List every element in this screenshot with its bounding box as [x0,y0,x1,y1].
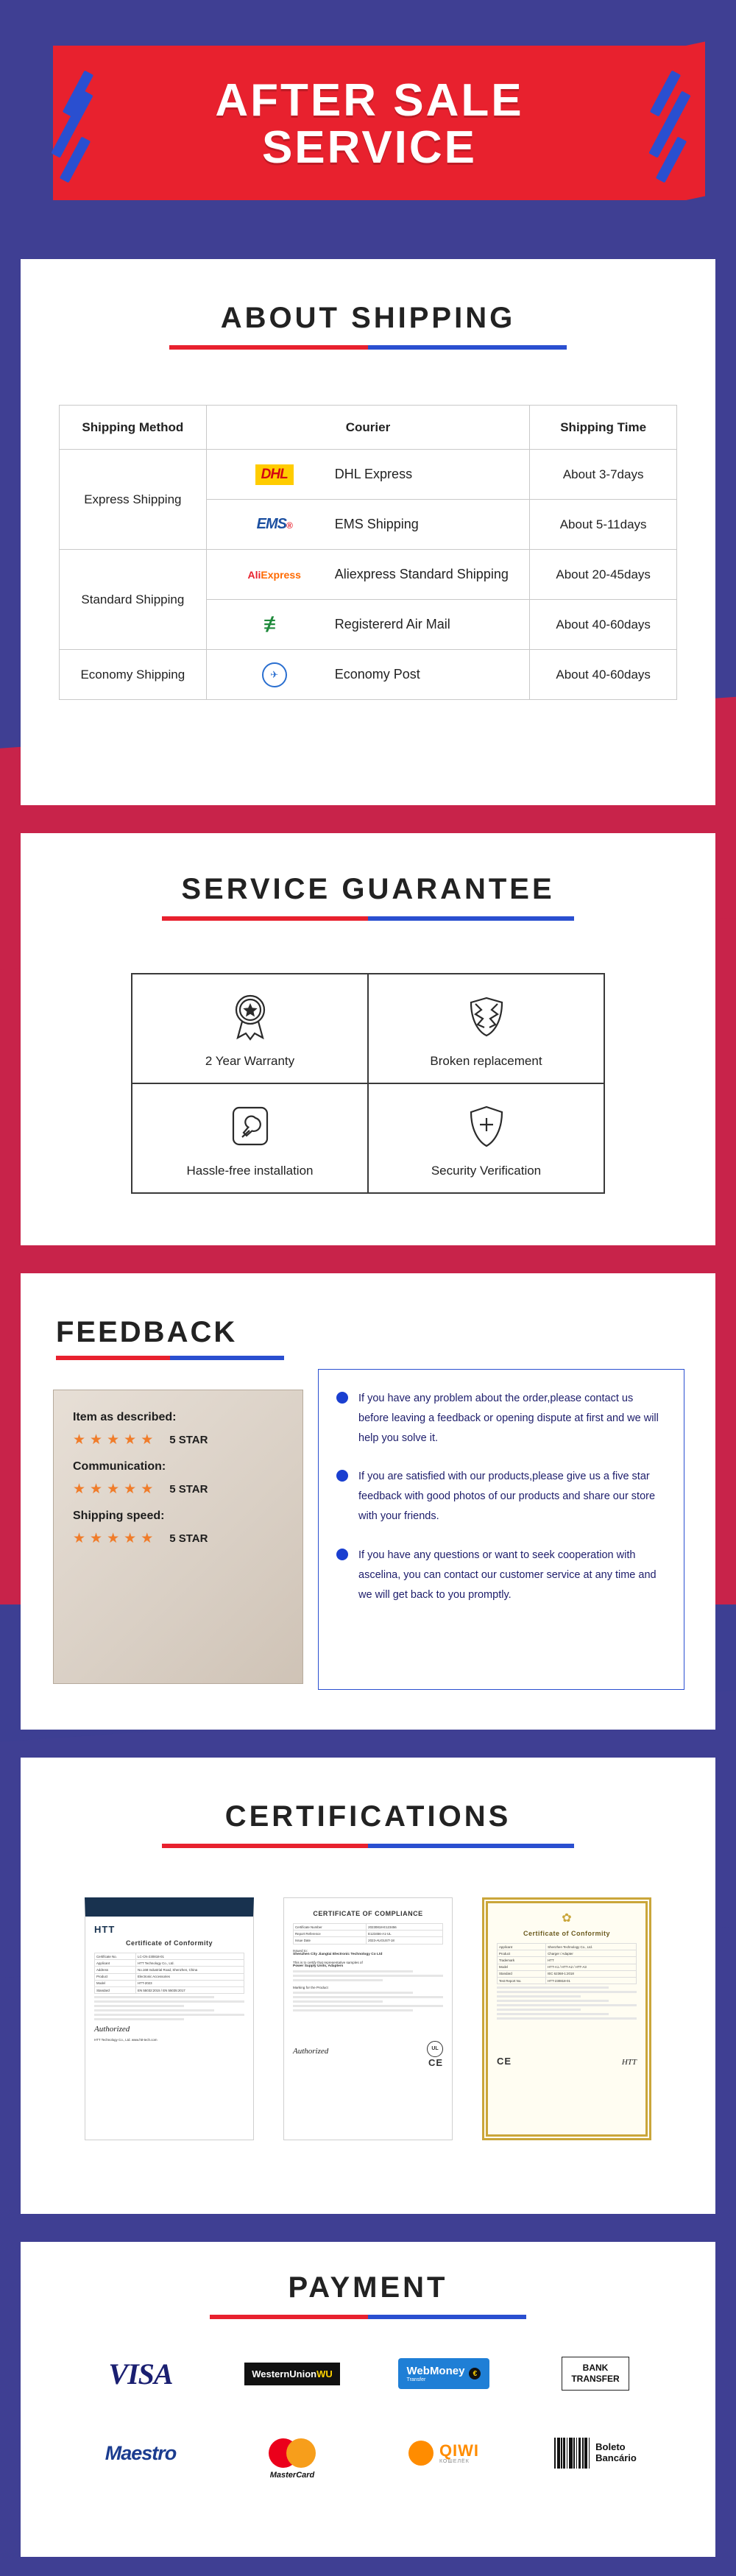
payment-method-bank-transfer [562,2351,629,2396]
boleto-bancario-logo-icon: Boleto Bancário [554,2438,637,2469]
ems-logo-icon: EMS® [256,516,292,532]
economy-post-logo-icon: ✈ [233,662,316,687]
list-item [336,1546,666,1604]
certificate-product-label: This is to certify that representative samples of [293,1960,363,1964]
certificate-product: Power Supply Units, Adapters [293,1964,344,1968]
service-item-label: 2 Year Warranty [205,1053,295,1068]
bullet-dot-icon [336,1549,348,1560]
shipping-section [21,259,715,805]
feedback-rating-stars: ★ ★ ★ ★ ★ 5 STAR [73,1531,208,1546]
shipping-title-rule [169,345,567,350]
certificate-field-label: Standard [498,1970,546,1977]
webmoney-logo-icon: WebMoney Transfer € [398,2358,490,2389]
ce-mark-icon: CE [428,2056,443,2068]
ul-mark-icon: UL [427,2041,443,2057]
shipping-time: About 40-60days [530,650,677,700]
shipping-col-courier: Courier [206,406,530,450]
service-title-rule [162,916,574,921]
certifications-title-rule [162,1844,574,1848]
table-row [60,650,677,700]
certificate-issued-to: Shenzhen City Jiangtai Electronic Technology Co Ltd [293,1952,383,1956]
bullet-dot-icon [336,1392,348,1404]
feedback-note-text: If you have any problem about the order,please contact us before leaving a feedback or opening dispute at first and we will help you solve it. [358,1393,659,1444]
certificate-field-value: HTT Technology Co., Ltd. [136,1960,244,1967]
feedback-note-text: If you are satisfied with our products,please give us a five star feedback with good photos of our products and share our store with your friends. [358,1471,656,1523]
certificate-field-value: No.168 Industrial Road, Shenzhen, China [136,1967,244,1973]
feedback-rating-item [73,1510,283,1547]
certificate-image-compliance[interactable] [283,1897,453,2140]
service-guarantee-section [21,833,715,1245]
certificate-image-conformity-gold[interactable]: ✿ Certificate of Conformity Applicant Shenzhen Technology Co., Ltd. Product Charger / Adapter Trademark HTT Model HTT-A1 / HTT-A2 / HTT-A3 Standard IEC 62368-1:2018 Test Report No. HTT-230818-01 CE HTT [482,1897,651,2140]
service-item-broken-replacement [368,974,604,1083]
certificate-field-label: Applicant [498,1944,546,1950]
certificate-field-label: Address [95,1967,136,1973]
shipping-title: ABOUT SHIPPING [220,302,516,334]
courier-name: DHL Express [334,467,413,481]
payment-method-mastercard [269,2430,316,2480]
payment-method-boleto [554,2430,637,2476]
certificate-fields [94,1953,244,1994]
certificate-field-value: E123456-A1-UL [367,1931,443,1937]
certificate-field-label: Applicant [95,1960,136,1967]
certificate-field-label: Certificate Number [294,1924,367,1931]
certificate-field-value: 20230818-E123456 [367,1924,443,1931]
payment-section [21,2242,715,2557]
service-item-warranty [132,974,368,1083]
shipping-col-method: Shipping Method [60,406,207,450]
shield-plus-icon [459,1099,514,1153]
shipping-method-economy: Economy Shipping [60,650,207,700]
feedback-rating-stars: ★ ★ ★ ★ ★ 5 STAR [73,1432,208,1448]
certifications-section [21,1758,715,2214]
feedback-title-rule [56,1356,284,1360]
bank-transfer-logo-icon: BANK TRANSFER [562,2357,629,2391]
certificate-field-value: HTT-A1 / HTT-A2 / HTT-A3 [546,1964,637,1970]
certificate-field-value: HTT-2023 [136,1980,244,1986]
certificate-footer: HTT Technology Co., Ltd. www.htt-tech.com [94,2038,158,2042]
certificate-field-label: Model [498,1964,546,1970]
feedback-rating-label: Shipping speed: [73,1510,165,1522]
feedback-rating-stars: ★ ★ ★ ★ ★ 5 STAR [73,1482,208,1497]
certificate-field-label: Test Report No. [498,1977,546,1984]
list-item [336,1467,666,1526]
certificate-signature: Authorized [293,2046,329,2056]
payment-method-qiwi [408,2430,479,2476]
payment-methods-grid [65,2351,671,2480]
certificate-fields [293,1923,443,1945]
certificate-field-label: Certificate No. [95,1953,136,1960]
service-guarantee-grid [131,973,605,1194]
certificate-brand: HTT [94,1924,116,1935]
certificate-signature: Authorized [94,2025,130,2034]
certificate-field-label: Model [95,1980,136,1986]
certificate-field-label: Product [498,1950,546,1957]
payment-method-webmoney [398,2351,490,2396]
certificate-field-label: Trademark [498,1957,546,1964]
feedback-notes-panel [318,1369,684,1690]
payment-title-rule [210,2315,526,2319]
certificate-field-label: Product [95,1973,136,1980]
service-item-installation [132,1083,368,1193]
certificate-field-value: IEC 62368-1:2018 [546,1970,637,1977]
broken-shield-icon [459,989,514,1044]
table-row [60,550,677,600]
courier-name: EMS Shipping [334,517,419,531]
feedback-rating-score: 5 STAR [169,1434,208,1446]
payment-method-western-union [244,2351,340,2396]
shipping-method-express: Express Shipping [60,450,207,550]
certifications-title: CERTIFICATIONS [224,1800,512,1833]
certificate-fields [497,1943,637,1984]
shipping-col-time: Shipping Time [530,406,677,450]
certificate-heading: CERTIFICATE OF COMPLIANCE [313,1910,423,1917]
feedback-title: FEEDBACK [56,1316,238,1348]
qiwi-logo-icon: QIWI КОШЕЛЁК [408,2441,479,2466]
certificate-marking-label: Marking for the Product [293,1985,328,1989]
certificate-heading: Certificate of Conformity [125,1939,213,1947]
shipping-time: About 40-60days [530,600,677,650]
shipping-time: About 5-11days [530,500,677,550]
service-item-label: Hassle-free installation [186,1163,314,1178]
certificate-field-label: Issue Date [294,1937,367,1944]
courier-name: Aliexpress Standard Shipping [334,567,509,581]
shipping-table [59,405,677,700]
certificate-field-value: HTT-230818-01 [546,1977,637,1984]
service-item-label: Security Verification [431,1163,542,1178]
certificate-field-value: Electronic Accessories [136,1973,244,1980]
certificate-brand: HTT [621,2058,637,2067]
courier-name: Economy Post [334,667,420,682]
maestro-logo-icon: Maestro [105,2441,177,2464]
feedback-section [21,1273,715,1730]
feedback-rating-label: Item as described: [73,1411,177,1423]
service-item-label: Broken replacement [430,1053,542,1068]
header-title-line2: SERVICE [261,121,478,173]
certificate-gallery [65,1897,671,2140]
header-title-line1: AFTER SALE [215,75,524,127]
certificate-field-value: EN 55032:2015 / EN 55035:2017 [136,1986,244,1993]
feedback-note-text: If you have any questions or want to seek cooperation with ascelina, you can contact our customer service at any time and we will get back to you promptly. [358,1549,657,1601]
western-union-logo-icon: WesternUnionWU [244,2363,340,2385]
payment-title: PAYMENT [288,2271,448,2304]
payment-method-visa [108,2351,172,2396]
header-title [53,49,686,199]
shipping-time: About 20-45days [530,550,677,600]
medal-star-icon [223,989,277,1044]
visa-logo-icon: VISA [108,2357,173,2391]
feedback-rating-label: Communication: [73,1460,166,1473]
certificate-field-value: Charger / Adapter [546,1950,637,1957]
registered-air-mail-logo-icon: ≢ [263,612,286,637]
dhl-logo-icon: DHL [233,464,316,485]
certificate-issued-to-label: Issued to: [293,1948,308,1953]
shipping-method-standard: Standard Shipping [60,550,207,650]
aliexpress-logo-icon: AliExpress [247,568,301,581]
feedback-rating-score: 5 STAR [169,1532,208,1545]
feedback-rating-item [73,1411,283,1448]
shipping-table-header-row [60,406,677,450]
service-title: SERVICE GUARANTEE [181,873,555,905]
certificate-field-label: Report Reference [294,1931,367,1937]
certificate-field-label: Standard [95,1986,136,1993]
certificate-field-value: Shenzhen Technology Co., Ltd. [546,1944,637,1950]
shipping-time: About 3-7days [530,450,677,500]
bullet-dot-icon [336,1470,348,1482]
certificate-field-value: 2023-AUGUST-18 [367,1937,443,1944]
ce-mark-icon: CE [497,2056,512,2067]
feedback-rating-item [73,1460,283,1498]
service-item-security [368,1083,604,1193]
mastercard-logo-icon: MasterCard [269,2438,316,2468]
certificate-field-value: LC-CN-230818-01 [136,1953,244,1960]
table-row [60,450,677,500]
list-item [336,1389,666,1448]
header-banner [0,0,736,243]
feedback-rating-score: 5 STAR [169,1483,208,1496]
certificate-heading: Certificate of Conformity [523,1930,610,1937]
courier-name: Registererd Air Mail [334,617,450,631]
wrench-tool-icon [223,1099,277,1153]
payment-method-maestro [105,2430,177,2476]
certificate-image-conformity-htt[interactable] [85,1897,254,2140]
feedback-ratings-panel [53,1390,303,1684]
certificate-field-value: HTT [546,1957,637,1964]
